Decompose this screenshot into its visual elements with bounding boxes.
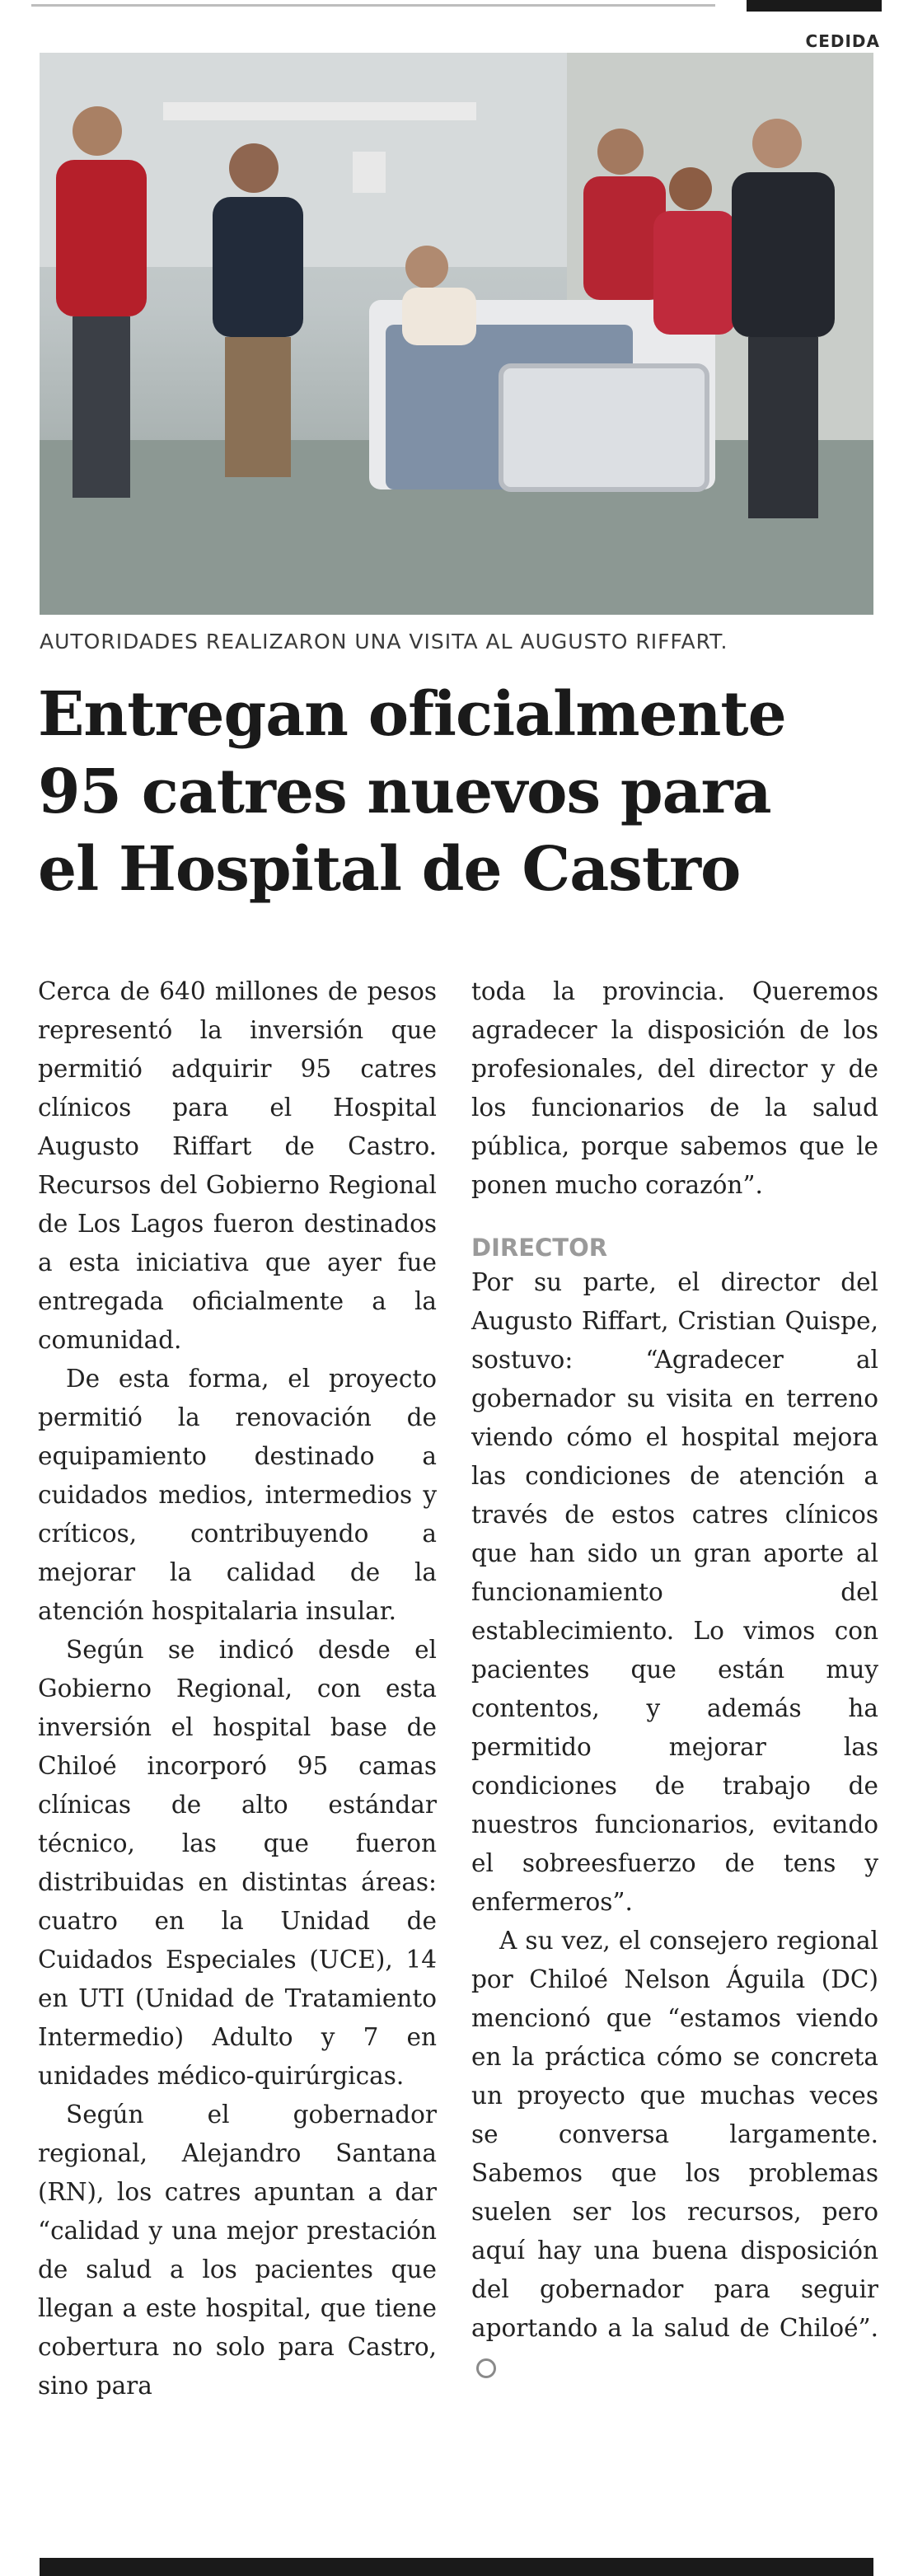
headline-line: 95 catres nuevos para: [38, 756, 771, 827]
article-headline: [38, 676, 878, 908]
top-section-block: [747, 0, 882, 12]
paragraph: De esta forma, el proyecto permitió la renovación de equipamiento destinado a cuidados medios, intermedios y críticos, contribuyendo a mejorar la calidad de la atención hospitalaria insular.: [38, 1365, 437, 1625]
top-divider-line: [31, 4, 715, 7]
article-column-left: [38, 972, 437, 2405]
bottom-rule: [40, 2558, 873, 2576]
headline-line: Entregan oficialmente: [38, 679, 786, 750]
photo-caption: AUTORIDADES REALIZARON UNA VISITA AL AUGUSTO RIFFART.: [40, 630, 728, 653]
paragraph-continuation: toda la provincia. Queremos agradecer la disposición de los profesionales, del director y de los funcionarios de la salud pública, porque sabemos que le ponen mucho corazón”.: [471, 977, 878, 1199]
article-column-right: [471, 972, 878, 2386]
section-subhead: DIRECTOR: [471, 1234, 608, 1262]
article-photo: [40, 53, 873, 615]
person-left: [56, 106, 147, 498]
top-rule: [31, 0, 882, 13]
paragraph: Por su parte, el director del Augusto Riffart, Cristian Quispe, sostuvo: “Agradecer al gobernador su visita en terreno viendo cómo el hospital mejora las condiciones de atención a través de estos catres clínicos que han sido un gran aporte al funcionamiento del establecimiento. Lo vimos con pacientes que están muy contentos, y además ha permitido mejorar las condiciones de trabajo de nuestros funcionarios, evitando el sobreesfuerzo de tens y enfermeros”.: [471, 1268, 878, 1916]
paragraph: Cerca de 640 millones de pesos representó la inversión que permitió adquirir 95 catres clínicos para el Hospital Augusto Riffart de Castro. Recursos del Gobierno Regional de Los Lagos fueron destinados a esta iniciativa que ayer fue entregada oficialmente a la comunidad.: [38, 977, 437, 1354]
paragraph: Según el gobernador regional, Alejandro Santana (RN), los catres apuntan a dar “calidad y una mejor prestación de salud a los pacientes que llegan a este hospital, que tiene cobertura no solo para Castro, sino para: [38, 2101, 437, 2400]
headline-line: el Hospital de Castro: [38, 834, 741, 905]
paragraph: Según se indicó desde el Gobierno Regional, con esta inversión el hospital base de Chiloé incorporó 95 camas clínicas de alto estándar técnico, las que fueron distribuidas en distintas áreas: cuatro en la Unidad de Cuidados Especiales (UCE), 14 en UTI (Unidad de Tratamiento Intermedio) Adulto y 7 en unidades médico-quirúrgicas.: [38, 1636, 437, 2090]
end-of-article-icon: [476, 2358, 496, 2378]
photo-credit: CEDIDA: [805, 31, 880, 51]
paragraph: A su vez, el consejero regional por Chiloé Nelson Águila (DC) mencionó que “estamos viendo en la práctica cómo se concreta un proyecto que muchas veces se conversa largamente. Sabemos que los problemas suelen ser los recursos, pero aquí hay una buena disposición del gobernador para seguir aportando a la salud de Chiloé”.: [471, 1927, 878, 2342]
